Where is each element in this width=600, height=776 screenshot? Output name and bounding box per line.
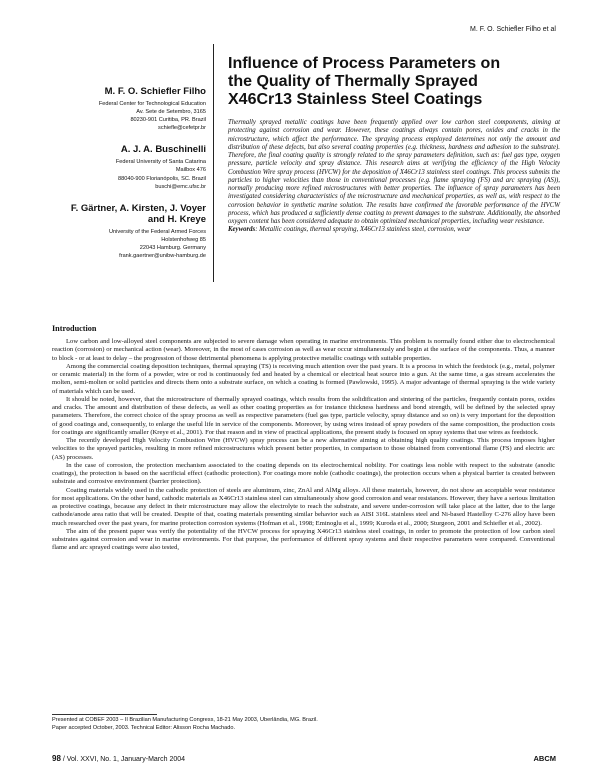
paragraph: It should be noted, however, that the microstructure of thermally sprayed coatings, which results from the solidification and sintering of the particles, frequently contain pores, oxides and cracks. The amount and distribution of these defects, as well as other coating properties as for instance thickness hardness and bond strength, will be defined by the selected spray parameters. Therefore, the correct choice of the spray process as well as respective parameters (fuel gas type, particle velocity, spray distance and so on) is very important for the deposition of good coatings and, consequently, to enlarge the useful life in service of the components. Moreover, by using wires instead of spray powders of the same composition, the production costs for coatings are significantly smaller (Kreye et al., 2001). For that reason and in view of practical applications, the present study is focused on spray systems that use wires as feedstock. xyxy=(52,395,555,436)
author-email: frank.gaertner@unibw-hamburg.de xyxy=(119,253,206,260)
society-name: ABCM xyxy=(533,754,556,763)
author-block xyxy=(40,144,206,190)
footnote: Presented at COBEF 2003 – II Brazilian Manufacturing Congress, 18-21 May 2003, Uberlândia, MG. Brazil. xyxy=(52,717,318,723)
author-name: M. F. O. Schiefler Filho xyxy=(104,86,206,97)
abstract-text: Thermally sprayed metallic coatings have been frequently applied over low carbon steel components, aiming at protecting against corrosion and wear. However, these coatings always contain pores, oxides and cracks in the microstructure, which affect the performance. The spraying process employed determines not only the amount and distribution of these defects, but also several coating properties (e.g. thickness, hardness and adhesion to the substrate). Therefore, the final coating quality is strongly related to the spray parameters definition, such as: fuel gas type, oxygen pressure, particle velocity and spray distance. This research aims at verifying the efficiency of the High Velocity Combustion Wire spray process (HVCW) for the deposition of X46Cr13 stainless steel coatings. This process submits the particles to higher velocities than those in conventional processes (e.g. flame spraying (FS) and arc spraying (AS)), normally producing more refined microstructures with better properties. The influence of spray parameters has been investigated considering characteristics of the microstructure and mechanical properties, as well as, with respect to the corrosion behavior in synthetic marine solution. The results have confirmed the favorable performance of the HVCW process, which has produced a sufficiently dense coating to prevent damages to the substrate. Additionally, the absorbed oxygen content has been considered adequate to obtain optimized mechanical properties, including wear resistance. xyxy=(228,119,560,225)
paragraph: Coating materials widely used in the cathodic protection of steels are aluminum, zinc, ZnAl and AlMg alloys. All these materials, however, do not show an acceptable wear resistance for most applications. On the other hand, cathodic materials as X46Cr13 stainless steel can simultaneously show good corrosion and wear resistances. However, they have a serious limitation as protective coatings, because any defect in their microstructure may allow the electrolyte to reach the substrate, and severe under-corrosion will take place at the latter, due to the large cathode/anode area ratio that will be created. Despite of that, coating materials presenting similar behavior such as AISI 316L stainless steel and Ni-based Hastelloy C-276 alloy have been much researched over the past years, for marine protection corrosion systems (Hofman et al., 1998; Eminoglu et al., 1999; Kuroda et al., 2000; Sturgeon, 2001 and Schiefler et al., 2002). xyxy=(52,486,555,527)
affiliation-line: 22043 Hamburg. Germany xyxy=(139,244,206,251)
paragraph: Among the commercial coating deposition techniques, thermal spraying (TS) is receiving much attention over the past years. It is a process in which the feedstock (e.g., metal, polymer or ceramic material) in the form of a powder, wire or rod is continuously fed and heated by a chemical or electrical heat source into a gun. At the same time, a gas stream accelerates the molten, semi-molten or solid particles and directs them onto a substrate surface, on which a coating is formed (Pawlowski, 1995). A major advantage of thermal spraying is the wide variety of materials which can be used. xyxy=(52,362,555,395)
footnote-divider xyxy=(52,714,157,715)
paragraph: In the case of corrosion, the protection mechanism associated to the coating depends on its electrochemical nobility. For coatings less noble with respect to the substrate (anodic coatings), the protection is based on the sacrificial effect (cathodic protection). For coatings more noble (cathodic coatings), the protection occurs when a physical barrier is created between substrate and corrosive environment (barrier protection). xyxy=(52,461,555,486)
author-block xyxy=(40,203,206,260)
keywords xyxy=(228,226,560,234)
affiliation-line: Federal University of Santa Catarina xyxy=(115,159,206,166)
introduction-body xyxy=(52,338,555,553)
title-line: Influence of Process Parameters on xyxy=(228,55,501,72)
title-line: X46Cr13 Stainless Steel Coatings xyxy=(228,91,483,108)
footnote: Paper accepted October, 2003. Technical Editor: Alisson Rocha Machado. xyxy=(52,724,236,731)
affiliation-line: University of the Federal Armed Forces xyxy=(109,228,206,235)
footnotes xyxy=(52,717,318,732)
section-heading-introduction: Introduction xyxy=(52,324,97,333)
author-name xyxy=(40,203,206,225)
running-head: M. F. O. Schiefler Filho et al xyxy=(470,26,556,33)
keywords-text: : Metallic coatings, thermal spraying, X46Cr13 stainless steel, corrosion, wear xyxy=(255,226,471,234)
journal-issue: / Vol. XXVI, No. 1, January-March 2004 xyxy=(62,756,186,763)
author-name-line: F. Gärtner, A. Kirsten, J. Voyer xyxy=(70,202,206,214)
affiliation-line: 88040-900 Florianópolis, SC. Brazil xyxy=(118,175,206,182)
paper-title xyxy=(228,55,558,109)
affiliation-line: Mailbox 476 xyxy=(175,167,206,174)
page-footer xyxy=(52,754,556,763)
abstract xyxy=(228,119,560,235)
paragraph: Low carbon and low-alloyed steel components are subjected to severe damage when operating in marine environments. This problem is normally found either due to electrochemical reaction (corrosion) or mechanical action (wear). Moreover, in the most of cases corrosion as well as wear occur simultaneously and begin at the surface of the components. Thus, a manner to block - or at least to delay – the progression of those detrimental phenomena is applying protective metallic coatings with suitable properties. xyxy=(52,338,555,362)
author-email: schiefle@cefetpr.br xyxy=(158,125,206,132)
author-name: A. J. A. Buschinelli xyxy=(120,144,206,156)
keywords-label: Keywords xyxy=(228,226,256,234)
paragraph: The aim of the present paper was verify the potentiality of the HVCW process for spraying X46Cr13 stainless steel coatings, in order to promote the protection of low carbon steel substrates against corrosion and wear in marine environments. For that purpose, the performance of different spray systems and their respective parameters were compared. Conventional flame and arc sprayed coatings were also tested, xyxy=(52,527,555,552)
title-line: the Quality of Thermally Sprayed xyxy=(228,73,478,90)
author-email: buschi@emc.ufsc.br xyxy=(155,183,206,190)
affiliation-line: Holstenhofweg 85 xyxy=(161,236,206,243)
page-number: 98 xyxy=(52,754,61,763)
affiliation-line: Federal Center for Technological Education xyxy=(98,101,206,107)
affiliation-line: Av. Sete de Setembro, 3165 xyxy=(136,109,206,116)
author-block xyxy=(40,86,206,132)
affiliation-line: 80230-901 Curitiba, PR. Brazil xyxy=(130,117,206,124)
paragraph: The recently developed High Velocity Combustion Wire (HVCW) spray process can be a new alternative aiming at obtaining high quality coatings. This process imposes higher velocities to the sprayed particles, resulting in more refined microstructures which present better properties, in comparison to those obtained from conventional flame (FS) and electric arc (AS) processes. xyxy=(52,437,555,461)
author-name-line: and H. Kreye xyxy=(147,213,206,225)
author-column xyxy=(40,86,206,272)
vertical-divider xyxy=(213,44,214,282)
